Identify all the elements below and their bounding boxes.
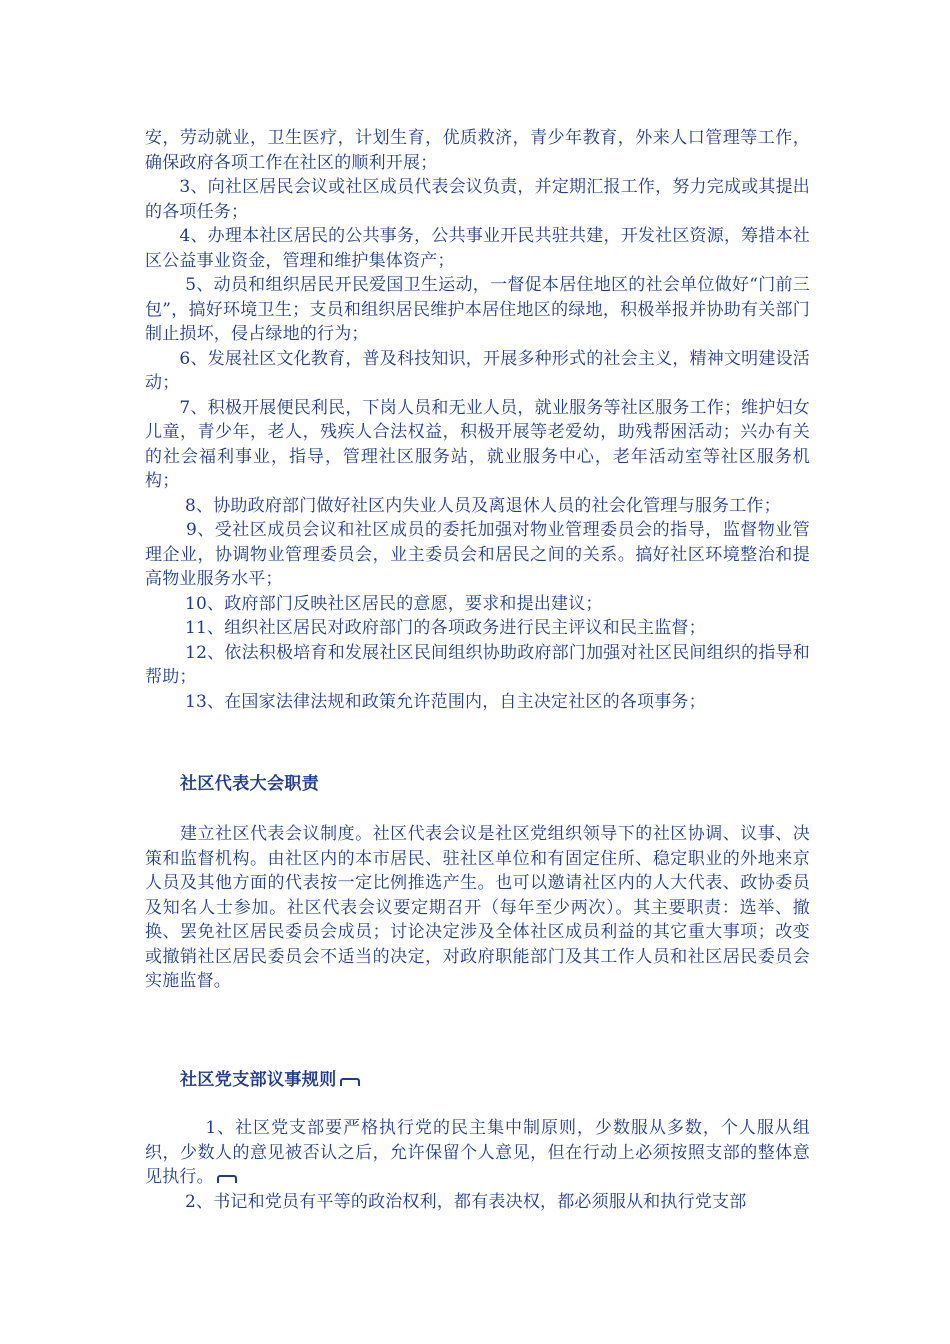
- duty-paragraph: 7、积极开展便民利民，下岗人员和无业人员，就业服务等社区服务工作；维护妇女儿童，青少年，老人，残疾人合法权益，积极开展等老爱幼，助残帮困活动；兴办有关的社会福利事业，指导，管理社区服务站，就业服务中心，老年活动室等社区服务机构；: [145, 397, 810, 491]
- duty-paragraph: 10、政府部门反映社区居民的意愿，要求和提出建议；: [145, 593, 603, 614]
- rule-paragraph: 2、书记和党员有平等的政治权利，都有表决权，都必须服从和执行党支部: [145, 1191, 747, 1212]
- duty-paragraph: 安，劳动就业，卫生医疗，计划生育，优质救济，青少年教育，外来人口管理等工作，确保政府各项工作在社区的顺利开展；: [145, 128, 810, 173]
- duty-paragraph: 6、发展社区文化教育，普及科技知识，开展多种形式的社会主义，精神文明建设活动；: [145, 348, 810, 393]
- duties-list: [145, 126, 810, 714]
- representative-congress-body: [145, 822, 810, 994]
- duty-paragraph: 5、动员和组织居民开民爱国卫生运动，一督促本居住地区的社会单位做好“门前三包”，搞好环境卫生；支员和组织居民维护本居住地区的绿地，积极举报并协助有关部门制止损坏，侵占绿地的行为；: [145, 275, 810, 344]
- party-branch-rules-body: [145, 1116, 810, 1214]
- duty-paragraph: 9、受社区成员会议和社区成员的委托加强对物业管理委员会的指导，监督物业管理企业，协调物业管理委员会，业主委员会和居民之间的关系。搞好社区环境整治和提高物业服务水平；: [145, 520, 810, 589]
- rule-paragraph: [145, 1116, 810, 1190]
- rule-text: 1、社区党支部要严格执行党的民主集中制原则，少数服从多数，个人服从组织，少数人的意见被否认之后，允许保留个人意见，但在行动上必须按照支部的整体意见执行。: [145, 1118, 810, 1187]
- duty-paragraph: 13、在国家法律法规和政策允许范围内，自主决定社区的各项事务；: [145, 691, 706, 712]
- bracket-mark-icon: [340, 1078, 360, 1086]
- heading-text: 社区党支部议事规则: [180, 1070, 337, 1090]
- duty-paragraph: 4、办理本社区居民的公共事务，公共事业开民共驻共建，开发社区资源，筹措本社区公益事业资金，管理和维护集体资产；: [145, 226, 810, 271]
- duty-paragraph: 8、协助政府部门做好社区内失业人员及离退休人员的社会化管理与服务工作；: [145, 495, 781, 516]
- section-heading-representative-congress: 社区代表大会职责: [180, 774, 320, 794]
- section-heading-party-branch-rules: [180, 1068, 360, 1092]
- bracket-mark-icon: [217, 1175, 237, 1183]
- section-paragraph: 建立社区代表会议制度。社区代表会议是社区党组织领导下的社区协调、议事、决策和监督机构。由社区内的本市居民、驻社区单位和有固定住所、稳定职业的外地来京人员及其他方面的代表按一定比例推选产生。也可以邀请社区内的人大代表、政协委员及知名人士参加。社区代表会议要定期召开（每年至少两次）。其主要职责：选举、撤换、罢免社区居民委员会成员；讨论决定涉及全体社区成员利益的其它重大事项；改变或撤销社区居民委员会不适当的决定，对政府职能部门及其工作人员和社区居民委员会实施监督。: [145, 824, 810, 991]
- duty-paragraph: 3、向社区居民会议或社区成员代表会议负责，并定期汇报工作，努力完成或其提出的各项任务；: [145, 177, 810, 222]
- duty-paragraph: 11、组织社区居民对政府部门的各项政务进行民主评议和民主监督；: [145, 618, 706, 638]
- duty-paragraph: 12、依法积极培育和发展社区民间组织协助政府部门加强对社区民间组织的指导和帮助；: [145, 642, 810, 687]
